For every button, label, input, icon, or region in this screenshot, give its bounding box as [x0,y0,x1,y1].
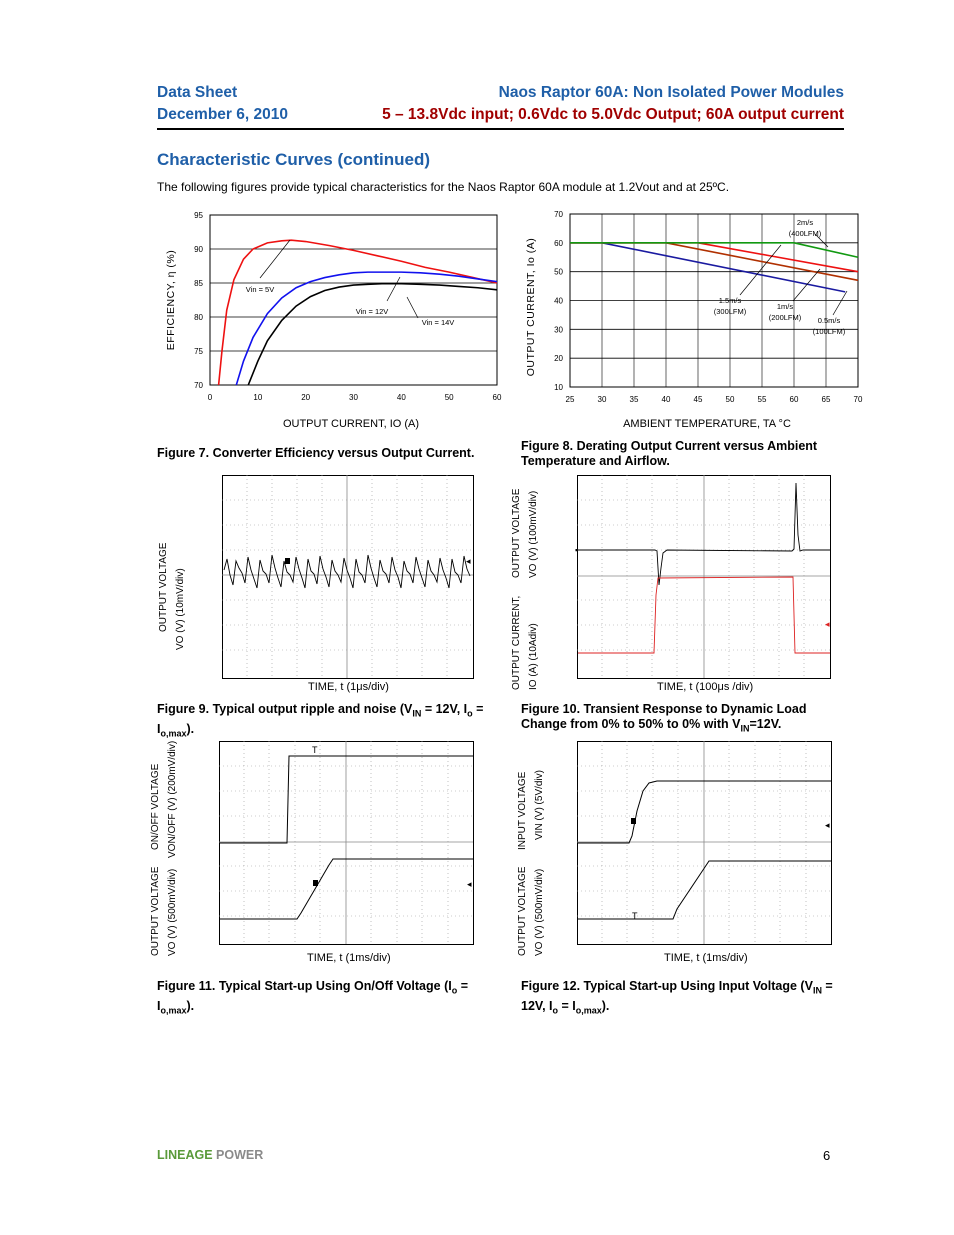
x-tick-label: 60 [789,395,799,404]
fig12-ylabel-bot2: VO (V) (500mV/div) [534,868,545,956]
level-marker-2: ◂ [467,879,472,889]
fig8-caption: Figure 8. Derating Output Current versus Ambient Temperature and Airflow. [521,439,818,468]
trigger-t-marker: T [312,745,318,755]
level-marker: ◂ [466,556,471,566]
annotation-leader [387,277,400,301]
y-tick-label: 20 [554,354,563,364]
y-tick-label: 30 [554,325,563,335]
y-tick-label: 95 [194,211,203,220]
header-product: Naos Raptor 60A: Non Isolated Power Modules [498,84,844,101]
header-spec: 5 – 13.8Vdc input; 0.6Vdc to 5.0Vdc Output; 60A output current [382,106,844,123]
x-tick-label: 50 [725,395,735,404]
y-tick-label: 85 [194,279,203,288]
fig10-caption: Figure 10. Transient Response to Dynamic Load Change from 0% to 50% to 0% with $V_{IN}=12V$. [521,702,807,734]
fig10-ylabel-bot1: OUTPUT CURRENT, [511,595,522,690]
fig11-scope [219,741,475,946]
y-tick-label: 75 [194,347,203,356]
header-rule [157,128,844,130]
x-tick-label: 30 [597,395,607,404]
annotation-label: (400LFM) [788,229,822,238]
annotation-label: Vin = 12V [355,307,389,316]
annotation-label: 2m/s [796,218,814,227]
x-tick-label: 45 [693,395,703,404]
x-tick-label: 40 [396,393,406,402]
annotation-leader [740,245,781,295]
intro-text: The following figures provide typical characteristics for the Naos Raptor 60A module at 1.2Vout and at 25ºC. [157,180,730,194]
annotation-label: (100LFM) [812,327,846,336]
fig11-ylabel-top2: VON/OFF (V) (200mV/div) [167,740,178,858]
annotation-label: 1.5m/s [718,296,742,305]
annotation-label: 1m/s [776,302,794,311]
fig11-xlabel: TIME, t (1ms/div) [307,952,391,964]
ch-marker [631,818,636,824]
y-axis-label: EFFICIENCY, η (%) [165,249,177,351]
y-tick-label: 70 [194,381,203,390]
x-axis-label: OUTPUT CURRENT, IO (A) [282,418,420,430]
fig12-ylabel-bot1: OUTPUT VOLTAGE [517,866,528,956]
ch2-marker: ◂ [825,619,830,629]
section-title: Characteristic Curves (continued) [157,150,431,169]
level-marker: ◂ [825,820,830,830]
fig9-caption: Figure 9. Typical output ripple and noise ($V_{IN} = 12V$, $I_o = I_{o,max}$). [157,702,484,738]
fig11-ylabel-top1: ON/OFF VOLTAGE [150,763,161,850]
fig9-ylabel1: OUTPUT VOLTAGE [158,542,169,632]
x-tick-label: 65 [821,395,831,404]
annotation-label: Vin = 5V [245,285,275,294]
y-tick-label: 70 [554,210,563,219]
fig9-scope [222,475,474,680]
y-tick-label: 40 [554,296,563,306]
y-tick-label: 80 [194,313,203,322]
ch1-marker: ▪ [575,545,579,555]
fig10-ylabel-bot2: IO (A) (10Adiv) [528,623,539,690]
x-tick-label: 40 [661,395,671,404]
fig10-ylabel-top1: OUTPUT VOLTAGE [511,488,522,578]
header-date: December 6, 2010 [157,106,288,123]
fig12-xlabel: TIME, t (1ms/div) [664,952,748,964]
fig12-caption: Figure 12. Typical Start-up Using Input Voltage ($V_{IN} = 12V$, $I_o = I_{o,max}$). [521,979,833,1015]
annotation-label: 0.5m/s [817,316,841,325]
fig11-ylabel-bot2: VO (V) (500mV/div) [167,868,178,956]
x-tick-label: 60 [492,393,502,402]
annotation-leader [407,297,418,318]
fig10-ylabel-top2: VO (V) (100mV/div) [528,490,539,578]
x-tick-label: 0 [207,393,213,402]
y-tick-label: 60 [554,238,563,248]
fig9-xlabel: TIME, t (1μs/div) [308,681,389,693]
plot-frame [210,215,497,385]
x-tick-label: 30 [349,393,358,402]
annotation-leader [793,269,820,301]
footer-brand: LINEAGE POWER [157,1148,264,1162]
y-axis-label: OUTPUT CURRENT, Io (A) [525,237,537,377]
x-axis-label: AMBIENT TEMPERATURE, TA °C [623,418,791,430]
fig11-caption: Figure 11. Typical Start-up Using On/Off Voltage $(I_o = I_{o,max})$. [157,979,468,1015]
efficiency-chart [150,205,510,440]
fig9-ylabel2: VO (V) (10mV/div) [175,568,186,650]
annotation-leader [260,240,290,278]
x-tick-label: 50 [444,393,454,402]
fig7-caption: Figure 7. Converter Efficiency versus Output Current. [157,446,475,460]
annotation-label: (300LFM) [713,307,747,316]
annotation-leader [833,291,847,315]
y-tick-label: 10 [554,383,563,392]
trigger-marker [285,558,290,564]
x-tick-label: 20 [301,393,311,402]
x-tick-label: 25 [565,395,575,404]
fig10-xlabel: TIME, t (100μs /div) [657,681,754,693]
y-tick-label: 50 [554,267,563,277]
fig10-scope [577,475,832,680]
fig12-ylabel-top2: VIN (V) (5V/div) [534,769,545,840]
fig11-ylabel-bot1: OUTPUT VOLTAGE [150,866,161,956]
x-tick-label: 70 [853,395,863,404]
y-tick-label: 90 [194,245,203,254]
x-tick-label: 35 [629,395,639,404]
ch-marker [313,880,318,886]
series-line [245,284,497,385]
fig12-ylabel-top1: INPUT VOLTAGE [517,771,528,850]
x-tick-label: 55 [757,395,767,404]
annotation-label: Vin = 14V [421,318,455,327]
fig12-scope [577,741,833,946]
header-doc-type: Data Sheet [157,84,238,101]
derating-chart [515,205,870,440]
x-tick-label: 10 [253,393,263,402]
annotation-label: (200LFM) [768,313,802,322]
page-number: 6 [823,1148,831,1163]
trigger-t-marker: T [632,911,638,921]
